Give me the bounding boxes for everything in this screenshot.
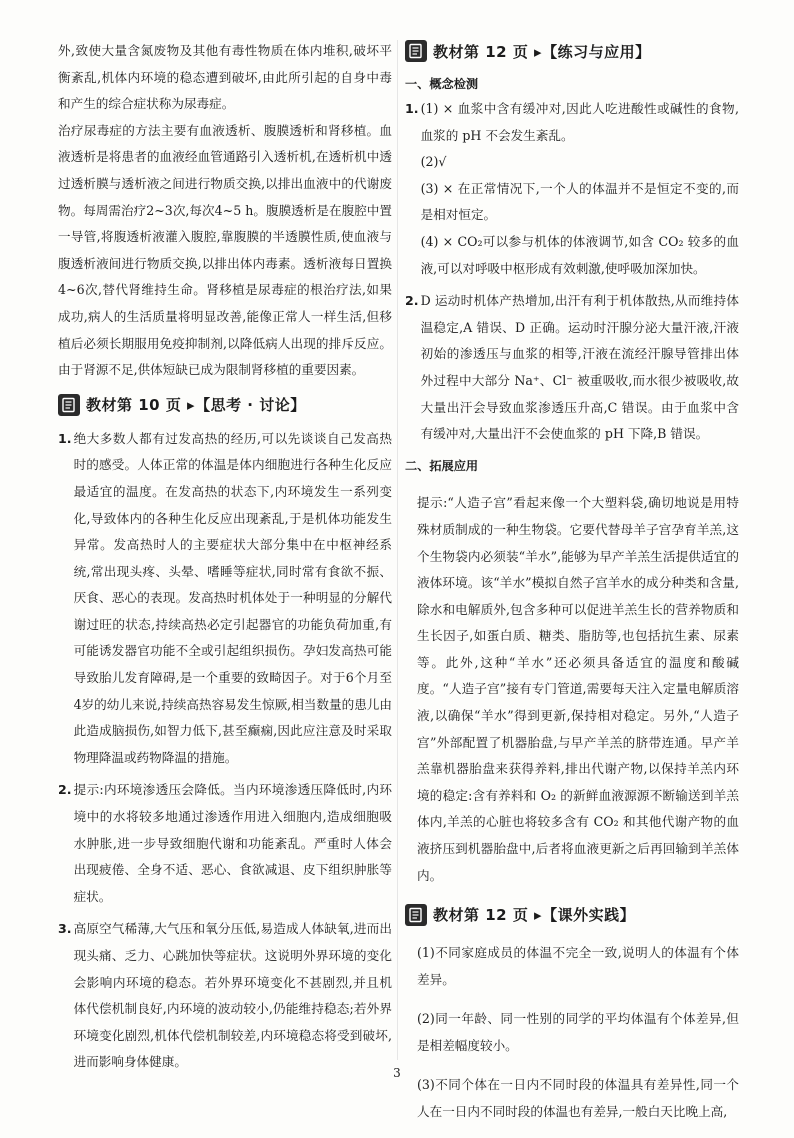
- practice-result-3: (3)不同个体在一日内不同时段的体温具有差异性,同一个人在一日内不同时段的体温也有差异,一般白天比晚上高,: [417, 1076, 739, 1119]
- subsection-label-concept-check: 一、概念检测: [405, 77, 479, 91]
- item-number: 1.: [405, 101, 419, 116]
- paragraph-artificial-womb: 提示:“人造子宫”看起来像一个大塑料袋,确切地说是用特殊材质制成的一种生物袋。它要代替母羊子宫孕育羊羔,这个生物袋内必须装“羊水”,能够为早产羊羔生活提供适宜的液体环境。该“羊水”模拟自然子宫羊水的成分种类和含量,除水和电解质外,包含多种可以促进羊羔生长的营养物质和生长因子,如蛋白质、糖类、脂肪等,也包括抗生素、尿素等。此外,这种“羊水”还必须具备适宜的温度和酸碱度。“人造子宫”接有专门管道,需要每天注入定量电解质溶液,以确保“羊水”得到更新,保持相对稳定。另外,“人造子宫”外部配置了机器胎盘,与早产羊羔的脐带连通。早产羊羔靠机器胎盘来获得养料,排出代谢产物,以保持羊羔内环境的稳定:含有养料和 O₂ 的新鲜血液源源不断输送到羊羔体内,羊羔的心脏也将较多含有 CO₂ 和其他代谢产物的血液挤压到机器胎盘中,后者将血液更新之后再回输到羊羔体内。: [417, 495, 739, 883]
- notebook-icon: [405, 904, 427, 926]
- list-item: [58, 916, 392, 1076]
- sub-answer: (3) × 在正常情况下,一个人的体温并不是恒定不变的,而是相对恒定。: [420, 180, 739, 223]
- notebook-icon: [405, 40, 427, 62]
- item-text: 绝大多数人都有过发高热的经历,可以先谈谈自己发高热时的感受。人体正常的体温是体内细胞进行各种生化反应最适宜的温度。在发高热的状态下,内环境发生一系列变化,导致体内的各种生化反应出现紊乱,于是机体功能发生异常。发高热时人的主要症状大部分集中在中枢神经系统,常出现头疼、头晕、嗜睡等症状,同时常有食欲不振、厌食、恶心的表现。发高热时机体处于一种明显的分解代谢过旺的状态,持续高热必定引起器官的功能负荷加重,有可能诱发器官功能不全或引起组织损伤。孕妇发高热可能导致胎儿发育障碍,是一个重要的致畸因子。对于6个月至4岁的幼儿来说,持续高热容易发生惊厥,相当数量的患儿由此造成脑损伤,如智力低下,甚至癫痫,因此应注意及时采取物理降温或药物降温的措施。: [73, 430, 392, 765]
- page-number: 3: [393, 1066, 401, 1080]
- item-number: 2.: [58, 782, 72, 798]
- item-number: 3.: [58, 921, 72, 937]
- notebook-icon: [58, 394, 80, 416]
- item-number: 2.: [405, 293, 419, 309]
- column-divider: [397, 40, 398, 1060]
- list-item: [58, 777, 392, 910]
- subsection-label-extension: 二、拓展应用: [405, 458, 479, 473]
- left-column: [58, 38, 392, 1082]
- section-heading-title: 教材第 12 页 ▸【课外实践】: [433, 906, 636, 925]
- item-text: 提示:内环境渗透压会降低。当内环境渗透压降低时,内环境中的水将较多地通过渗透作用进入细胞内,造成细胞吸水肿胀,进一步导致细胞代谢和功能紊乱。严重时人体会出现疲倦、全身不适、恶心、食欲减退、皮下组织肿胀等症状。: [73, 782, 392, 904]
- item-body: [421, 96, 739, 282]
- section-heading-title: 教材第 12 页 ▸【练习与应用】: [433, 42, 651, 61]
- item-text: D 运动时机体产热增加,出汗有利于机体散热,从而维持体温稳定,A 错误、D 正确。运动时汗腺分泌大量汗液,汗液初始的渗透压与血浆的相等,汗液在流经汗腺导管排出体外过程中大部分 Na⁺、Cl⁻ 被重吸收,而水很少被吸收,故大量出汗会导致血浆渗透压升高,C 错误。由于血浆中含有缓冲对,大量出汗不会使血浆的 pH 下降,B 错误。: [420, 293, 739, 442]
- sub-answer: (2)√: [420, 154, 447, 170]
- paragraph-uremia-treatment: 治疗尿毒症的方法主要有血液透析、腹膜透析和肾移植。血液透析是将患者的血液经血管通路引入透析机,在透析机中透过透析膜与透析液之间进行物质交换,以排出血液中的代谢废物。每周需治疗2~3次,每次4~5 h。腹膜透析是在腹腔中置一导管,将腹透析液灌入腹腔,靠腹膜的半透膜性质,使血液与腹透析液间进行物质交换,以排出体内毒素。透析液每日置换4~6次,替代肾维持生命。肾移植是尿毒症的根治疗法,如果成功,病人的生活质量将明显改善,能像正常人一样生活,但移植后必须长期服用免疫抑制剂,以降低病人出现的排斥反应。由于肾源不足,供体短缺已成为限制肾移植的重要因素。: [58, 122, 392, 378]
- section-heading-title: 教材第 10 页 ▸【思考 · 讨论】: [86, 396, 306, 415]
- practice-result-2: (2)同一年龄、同一性别的同学的平均体温有个体差异,但是相差幅度较小。: [417, 1011, 739, 1053]
- list-item: [405, 96, 739, 282]
- section-heading-practice: [405, 38, 739, 64]
- practice-result-1: (1)不同家庭成员的体温不完全一致,说明人的体温有个体差异。: [417, 945, 739, 987]
- list-item: [405, 288, 739, 448]
- item-text: 高原空气稀薄,大气压和氧分压低,易造成人体缺氧,进而出现头痛、乏力、心跳加快等症状。这说明外界环境的变化会影响内环境的稳态。若外界环境变化不甚剧烈,并且机体代偿机制良好,内环境的波动较小,仍能维持稳态;若外界环境变化剧烈,机体代偿机制较差,内环境稳态将受到破坏,进而影响身体健康。: [73, 921, 392, 1070]
- sub-answer: (1) × 血浆中含有缓冲对,因此人吃进酸性或碱性的食物,血浆的 pH 不会发生紊乱。: [420, 101, 739, 143]
- sub-answer: (4) × CO₂可以参与机体的体液调节,如含 CO₂ 较多的血液,可以对呼吸中枢形成有效刺激,使呼吸加深加快。: [420, 233, 739, 276]
- paragraph-uremia-definition: 外,致使大量含氮废物及其他有毒性物质在体内堆积,破坏平衡紊乱,机体内环境的稳态遭到破坏,由此所引起的自身中毒和产生的综合症状称为尿毒症。: [58, 43, 392, 112]
- list-item: [58, 426, 392, 772]
- section-heading-practice-outside: [405, 902, 739, 928]
- right-column: [405, 38, 739, 1138]
- section-heading-think-discuss: [58, 392, 392, 418]
- item-number: 1.: [58, 430, 72, 446]
